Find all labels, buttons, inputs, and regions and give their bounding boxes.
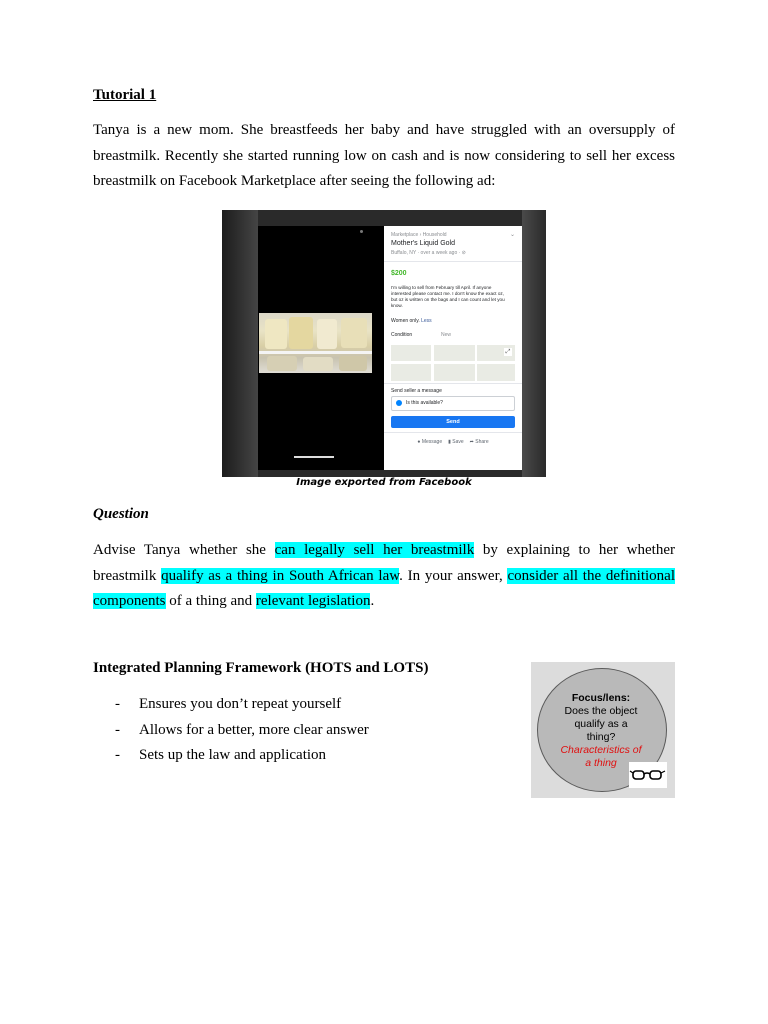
highlighted-text: qualify as a thing in South African law: [161, 567, 400, 584]
highlighted-text: relevant legislation: [255, 593, 371, 609]
listing-actions: [384, 439, 522, 445]
question-paragraph: [93, 538, 675, 615]
list-item-text: Sets up the law and application: [139, 747, 327, 763]
listing-description: I'm willing to sell from February till April. If anyone interested please contact me. I don't know the exact oz, but oz is written on the bags and I can count and let you know.: [391, 285, 505, 308]
less-link: Less: [421, 318, 432, 324]
intro-paragraph: Tanya is a new mom. She breastfeeds her baby and have struggled with an oversupply of breastmilk. Recently she started running low on cash and is now considering to sell her excess breastmilk on Facebook Marketplace after seeing the following ad:: [93, 122, 675, 189]
milk-bag: [289, 317, 313, 349]
messenger-icon: [396, 400, 402, 406]
dash-bullet: -: [115, 747, 120, 763]
facebook-screenshot: [222, 210, 546, 477]
listing-panel: [384, 226, 522, 470]
message-text: Is this available?: [406, 400, 443, 406]
dash-bullet: -: [115, 721, 120, 738]
condition-value: New: [441, 332, 452, 338]
message-action: [417, 439, 442, 445]
bookmark-icon: ▮: [448, 439, 451, 445]
map-thumbnail: [391, 345, 515, 381]
lens-line: qualify as a: [574, 718, 628, 730]
tutorial-title: Tutorial 1: [93, 87, 157, 103]
milk-bag: [303, 357, 333, 371]
fridge-shelf: [259, 351, 372, 354]
milk-bag: [339, 356, 367, 371]
lens-line: a thing: [585, 757, 617, 769]
save-action-label: Save: [452, 439, 464, 445]
messenger-icon: ●: [417, 439, 421, 445]
milk-bag: [317, 319, 337, 349]
list-item-text: Allows for a better, more clear answer: [139, 721, 369, 738]
condition-label: Condition: [391, 332, 413, 338]
close-icon: ⌄: [510, 232, 516, 238]
lens-line: thing?: [586, 731, 616, 743]
save-action: [448, 439, 464, 445]
breastmilk-photo: [259, 313, 372, 373]
lens-line: Characteristics of: [560, 744, 642, 756]
list-item-text: Ensures you don’t repeat yourself: [139, 696, 342, 712]
share-icon: ➦: [469, 439, 474, 445]
dash-bullet: -: [115, 696, 120, 712]
background-right: [522, 210, 546, 477]
background-left: [222, 210, 258, 477]
listing-location: Buffalo, NY · over a week ago · ⊘: [391, 250, 466, 256]
divider: [384, 261, 522, 262]
listing-breadcrumb: Marketplace › Household: [391, 232, 447, 238]
question-text: . In your answer,: [399, 567, 508, 584]
women-only-text: [391, 318, 432, 324]
more-dot-icon: [360, 230, 363, 233]
divider: [384, 432, 522, 433]
women-only-label: Women only.: [391, 318, 420, 324]
map-road: [391, 361, 515, 364]
map-road: [475, 345, 477, 381]
milk-bag: [341, 318, 367, 348]
framework-heading: Integrated Planning Framework (HOTS and LOTS): [93, 660, 429, 676]
send-button: Send: [391, 416, 515, 428]
message-input: [391, 396, 515, 411]
message-action-label: Message: [421, 439, 443, 445]
highlighted-text: consider all the definitional components: [93, 567, 676, 609]
share-action: [470, 439, 489, 445]
listing-title: Mother's Liquid Gold: [391, 240, 455, 247]
milk-bag: [267, 356, 297, 371]
question-heading: Question: [93, 506, 149, 522]
question-text: by explaining to her whether breastmilk: [93, 542, 675, 584]
lens-line: Does the object: [564, 705, 638, 717]
glasses-icon: [629, 762, 667, 788]
question-text: Advise Tanya whether she: [93, 542, 275, 558]
highlighted-text: can legally sell her breastmilk: [274, 542, 475, 558]
map-road: [431, 345, 434, 381]
question-text: .: [370, 593, 375, 609]
divider: [384, 383, 522, 384]
expand-icon: ⤢: [505, 349, 511, 355]
lens-line: Focus/lens:: [571, 692, 631, 704]
scroll-handle: [294, 456, 334, 458]
focus-lens-graphic: [531, 662, 675, 798]
image-caption: Image exported from Facebook: [296, 477, 472, 488]
share-action-label: Share: [475, 439, 489, 445]
listing-price: $200: [391, 270, 407, 277]
milk-bag: [265, 319, 287, 349]
question-text: of a thing and: [165, 593, 256, 609]
send-message-label: Send seller a message: [391, 388, 442, 394]
